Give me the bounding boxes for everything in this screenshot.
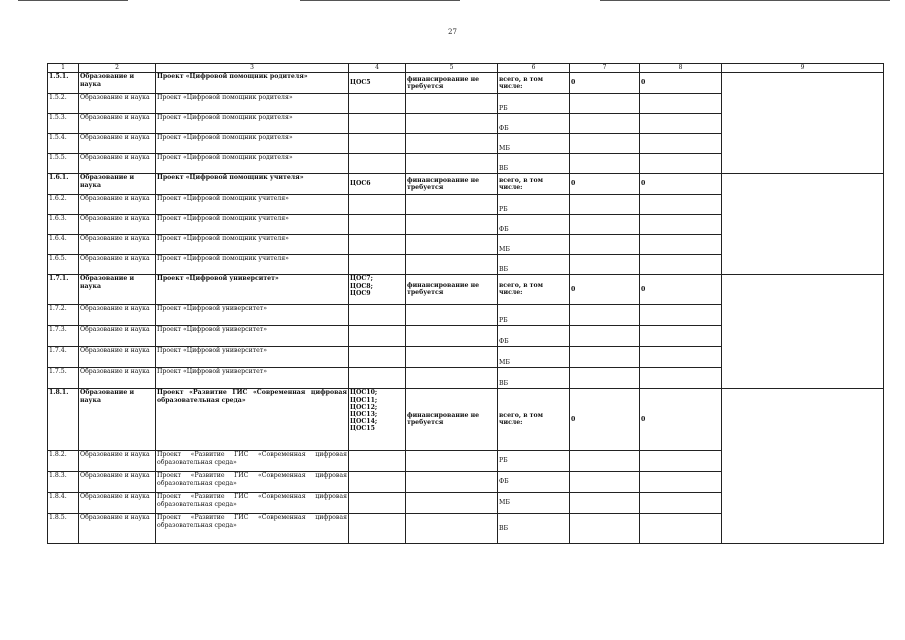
fund-cell: РБ: [498, 450, 570, 471]
fund-cell: МБ: [498, 133, 570, 153]
code-cell: ЦОС5: [349, 72, 406, 93]
code-cell: [349, 133, 406, 153]
row-number: 1.8.5.: [48, 513, 79, 543]
area-cell: Образование и наука: [79, 72, 156, 93]
value-col7: [570, 325, 640, 346]
value-col7: [570, 93, 640, 113]
fund-cell: МБ: [498, 346, 570, 367]
value-col7: [570, 234, 640, 254]
financing-cell: [406, 325, 498, 346]
area-cell: Образование и наука: [79, 388, 156, 450]
project-cell: Проект «Развитие ГИС «Современная цифровая образовательная среда»: [156, 492, 349, 513]
fund-cell: ВБ: [498, 367, 570, 388]
row-number: 1.6.1.: [48, 173, 79, 194]
value-col8: [640, 450, 722, 471]
row-number: 1.5.5.: [48, 153, 79, 173]
notes-cell: [722, 72, 884, 173]
column-number: 9: [722, 64, 884, 73]
project-cell: Проект «Цифровой университет»: [156, 346, 349, 367]
code-line: ЦОС7;: [350, 275, 373, 283]
value-col8: [640, 234, 722, 254]
value-col7: 0: [570, 388, 640, 450]
row-number: 1.6.5.: [48, 254, 79, 274]
code-line: ЦОС9: [350, 289, 371, 297]
area-cell: Образование и наука: [79, 133, 156, 153]
row-number: 1.5.3.: [48, 113, 79, 133]
code-cell: [349, 214, 406, 234]
code-line: ЦОС8;: [350, 282, 373, 290]
value-col7: [570, 367, 640, 388]
value-col8: 0: [640, 274, 722, 304]
project-cell: Проект «Развитие ГИС «Современная цифровая образовательная среда»: [156, 471, 349, 492]
value-col7: [570, 492, 640, 513]
value-col8: [640, 513, 722, 543]
fund-cell: ВБ: [498, 254, 570, 274]
row-number: 1.8.3.: [48, 471, 79, 492]
code-line: ЦОС13;: [350, 410, 378, 418]
code-cell: [349, 492, 406, 513]
financing-cell: финансирование не требуется: [406, 173, 498, 194]
value-col7: [570, 254, 640, 274]
code-cell: [349, 471, 406, 492]
project-cell: Проект «Цифровой помощник учителя»: [156, 194, 349, 214]
project-cell: Проект «Цифровой помощник родителя»: [156, 153, 349, 173]
project-cell: Проект «Цифровой университет»: [156, 367, 349, 388]
row-number: 1.7.3.: [48, 325, 79, 346]
value-col7: [570, 513, 640, 543]
area-cell: Образование и наука: [79, 304, 156, 325]
table-row-main: [48, 388, 884, 450]
project-cell: Проект «Развитие ГИС «Современная цифровая образовательная среда»: [156, 513, 349, 543]
value-col8: [640, 194, 722, 214]
financing-cell: [406, 153, 498, 173]
code-cell: [349, 450, 406, 471]
project-cell: Проект «Цифровой помощник родителя»: [156, 133, 349, 153]
value-col8: [640, 93, 722, 113]
financing-cell: [406, 254, 498, 274]
code-cell: [349, 513, 406, 543]
column-number: 5: [406, 64, 498, 73]
value-col8: [640, 153, 722, 173]
row-number: 1.8.2.: [48, 450, 79, 471]
value-col8: 0: [640, 388, 722, 450]
value-col7: [570, 471, 640, 492]
financing-cell: [406, 133, 498, 153]
fund-cell: ФБ: [498, 471, 570, 492]
column-number: 7: [570, 64, 640, 73]
area-cell: Образование и наука: [79, 214, 156, 234]
fund-cell: всего, в том числе:: [498, 388, 570, 450]
scan-edge-left: [18, 0, 128, 1]
project-table: [47, 63, 884, 544]
fund-cell: всего, в том числе:: [498, 173, 570, 194]
value-col8: [640, 113, 722, 133]
value-col7: [570, 450, 640, 471]
financing-cell: [406, 194, 498, 214]
project-cell: Проект «Развитие ГИС «Современная цифровая образовательная среда»: [156, 388, 349, 450]
project-cell: Проект «Цифровой помощник учителя»: [156, 254, 349, 274]
value-col8: [640, 367, 722, 388]
column-number: 1: [48, 64, 79, 73]
value-col7: 0: [570, 274, 640, 304]
code-line: ЦОС11;: [350, 396, 378, 404]
value-col8: [640, 133, 722, 153]
column-number: 4: [349, 64, 406, 73]
financing-cell: [406, 214, 498, 234]
fund-cell: РБ: [498, 304, 570, 325]
project-cell: Проект «Цифровой помощник учителя»: [156, 234, 349, 254]
table-row-main: [48, 173, 884, 194]
fund-cell: ВБ: [498, 513, 570, 543]
row-number: 1.6.3.: [48, 214, 79, 234]
financing-cell: [406, 367, 498, 388]
notes-cell: [722, 173, 884, 274]
financing-cell: [406, 450, 498, 471]
row-number: 1.6.2.: [48, 194, 79, 214]
area-cell: Образование и наука: [79, 325, 156, 346]
row-number: 1.7.1.: [48, 274, 79, 304]
code-cell: [349, 113, 406, 133]
fund-cell: ВБ: [498, 153, 570, 173]
fund-cell: ФБ: [498, 214, 570, 234]
code-cell: [349, 325, 406, 346]
project-cell: Проект «Цифровой помощник родителя»: [156, 113, 349, 133]
code-cell: [349, 304, 406, 325]
code-cell: [349, 367, 406, 388]
table-row-main: [48, 274, 884, 304]
financing-cell: финансирование не требуется: [406, 388, 498, 450]
financing-cell: финансирование не требуется: [406, 274, 498, 304]
row-number: 1.8.4.: [48, 492, 79, 513]
code-line: ЦОС10;: [350, 389, 378, 397]
area-cell: Образование и наука: [79, 254, 156, 274]
table-row-main: [48, 72, 884, 93]
scan-edge-right: [600, 0, 890, 1]
value-col7: 0: [570, 173, 640, 194]
column-number: 6: [498, 64, 570, 73]
area-cell: Образование и наука: [79, 93, 156, 113]
value-col8: [640, 346, 722, 367]
row-number: 1.7.4.: [48, 346, 79, 367]
code-line: ЦОС14;: [350, 417, 378, 425]
financing-cell: [406, 304, 498, 325]
fund-cell: МБ: [498, 492, 570, 513]
project-cell: Проект «Цифровой помощник учителя»: [156, 173, 349, 194]
financing-cell: [406, 113, 498, 133]
area-cell: Образование и наука: [79, 492, 156, 513]
area-cell: Образование и наука: [79, 194, 156, 214]
project-cell: Проект «Цифровой помощник родителя»: [156, 72, 349, 93]
financing-cell: [406, 513, 498, 543]
area-cell: Образование и наука: [79, 367, 156, 388]
value-col7: [570, 153, 640, 173]
area-cell: Образование и наука: [79, 274, 156, 304]
fund-cell: всего, в том числе:: [498, 274, 570, 304]
code-cell: [349, 234, 406, 254]
row-number: 1.5.1.: [48, 72, 79, 93]
area-cell: Образование и наука: [79, 346, 156, 367]
value-col7: [570, 214, 640, 234]
value-col8: [640, 304, 722, 325]
row-number: 1.6.4.: [48, 234, 79, 254]
row-number: 1.5.2.: [48, 93, 79, 113]
value-col8: 0: [640, 72, 722, 93]
code-cell: [349, 194, 406, 214]
value-col8: [640, 492, 722, 513]
area-cell: Образование и наука: [79, 113, 156, 133]
code-line: ЦОС15: [350, 425, 375, 433]
row-number: 1.7.2.: [48, 304, 79, 325]
code-line: ЦОС12;: [350, 403, 378, 411]
value-col7: [570, 346, 640, 367]
page-number: 27: [448, 28, 457, 36]
fund-cell: ФБ: [498, 113, 570, 133]
value-col7: [570, 304, 640, 325]
value-col7: [570, 133, 640, 153]
financing-cell: [406, 492, 498, 513]
code-cell: [349, 93, 406, 113]
area-cell: Образование и наука: [79, 471, 156, 492]
column-number: 8: [640, 64, 722, 73]
row-number: 1.8.1.: [48, 388, 79, 450]
area-cell: Образование и наука: [79, 173, 156, 194]
code-cell: ЦОС6: [349, 173, 406, 194]
value-col8: [640, 254, 722, 274]
project-cell: Проект «Цифровой университет»: [156, 325, 349, 346]
project-cell: Проект «Цифровой университет»: [156, 304, 349, 325]
value-col8: [640, 325, 722, 346]
financing-cell: [406, 471, 498, 492]
column-number: 3: [156, 64, 349, 73]
value-col8: 0: [640, 173, 722, 194]
financing-cell: [406, 93, 498, 113]
row-number: 1.7.5.: [48, 367, 79, 388]
fund-cell: МБ: [498, 234, 570, 254]
project-cell: Проект «Развитие ГИС «Современная цифровая образовательная среда»: [156, 450, 349, 471]
value-col8: [640, 214, 722, 234]
code-cell: [349, 153, 406, 173]
code-cell: [349, 346, 406, 367]
financing-cell: [406, 346, 498, 367]
scan-edge-center: [300, 0, 460, 1]
value-col8: [640, 471, 722, 492]
code-cell: [349, 274, 406, 304]
fund-cell: РБ: [498, 93, 570, 113]
column-number-row: [48, 64, 884, 73]
value-col7: [570, 113, 640, 133]
area-cell: Образование и наука: [79, 153, 156, 173]
notes-cell: [722, 388, 884, 543]
project-cell: Проект «Цифровой помощник учителя»: [156, 214, 349, 234]
code-cell: [349, 254, 406, 274]
value-col7: [570, 194, 640, 214]
area-cell: Образование и наука: [79, 234, 156, 254]
financing-cell: финансирование не требуется: [406, 72, 498, 93]
area-cell: Образование и наука: [79, 450, 156, 471]
project-cell: Проект «Цифровой университет»: [156, 274, 349, 304]
column-number: 2: [79, 64, 156, 73]
code-cell: [349, 388, 406, 450]
area-cell: Образование и наука: [79, 513, 156, 543]
fund-cell: ФБ: [498, 325, 570, 346]
fund-cell: РБ: [498, 194, 570, 214]
financing-cell: [406, 234, 498, 254]
project-cell: Проект «Цифровой помощник родителя»: [156, 93, 349, 113]
notes-cell: [722, 274, 884, 388]
row-number: 1.5.4.: [48, 133, 79, 153]
fund-cell: всего, в том числе:: [498, 72, 570, 93]
value-col7: 0: [570, 72, 640, 93]
